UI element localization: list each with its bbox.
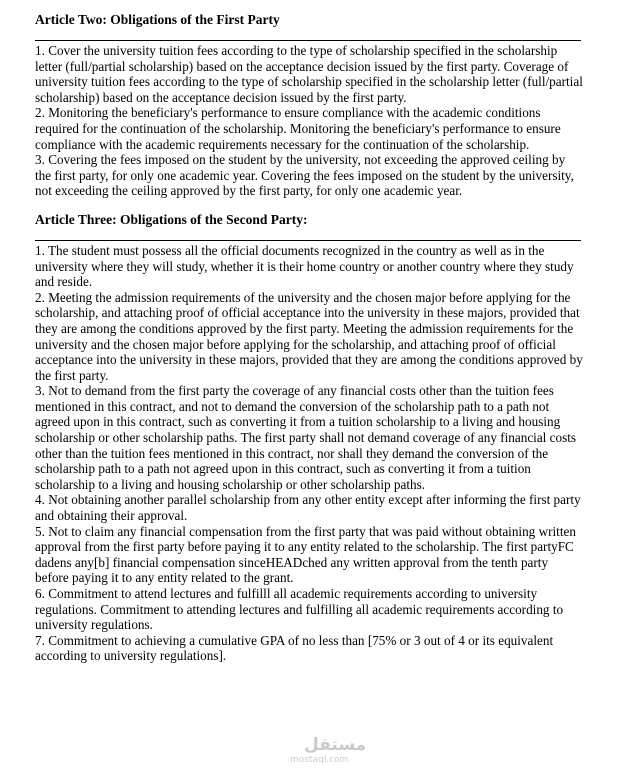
document-page — [35, 11, 583, 664]
article-two-item-1: 1. Cover the university tuition fees according to the type of scholarship specified in the scholarship letter (full/partial scholarship) based on the acceptance decision issued by the first party. Coverage of university tuition fees according to the type of scholarship specified in the scholarship letter (full/partial scholarship) based on the acceptance decision issued by the first party. — [35, 43, 583, 105]
article-three-item-3: 3. Not to demand from the first party the coverage of any financial costs other than the tuition fees mentioned in this contract, and not to demand the conversion of the scholarship path to a path not agreed upon in this contract, such as converting it from a tuition scholarship to a living and housing scholarship or other scholarship paths. The first party shall not demand coverage of any financial costs other than the tuition fees mentioned in this contract, nor shall they demand the conversion of the scholarship path to a path not agreed upon in this contract, such as converting it from a tuition scholarship to a living and housing scholarship or other scholarship paths. — [35, 383, 577, 492]
article-three-item-7: 7. Commitment to achieving a cumulative GPA of no less than [75% or 3 out of 4 or its equivalent according to university regulations]. — [35, 632, 554, 664]
horizontal-rule — [35, 240, 581, 241]
horizontal-rule — [35, 40, 581, 41]
article-three-item-2: 2. Meeting the admission requirements of the university and the chosen major before applying for the scholarship, and attaching proof of official acceptance into the university in these majors, provided that they are among the conditions approved by the first party. Meeting the admission requirements for the university and the chosen major before applying for the scholarship, and attaching proof of official acceptance into the university in these majors, provided that they are among the conditions approved by the first party. — [35, 289, 583, 383]
article-two-heading: Article Two: Obligations of the First Party — [35, 12, 280, 27]
watermark-brand: مستقل — [304, 735, 367, 755]
mostaql-watermark-logo — [268, 735, 368, 769]
article-three-heading: Article Three: Obligations of the Second Party: — [35, 211, 308, 227]
article-three-item-4: 4. Not obtaining another parallel scholarship from any other entity except after informing the first party and obtaining their approval. — [35, 492, 581, 524]
article-three-item-1: 1. The student must possess all the official documents recognized in the country as well as in the university where they will study, whether it is their home country or another country where they study and reside. — [35, 242, 574, 290]
watermark-site: mostaql.com — [290, 755, 349, 765]
article-three-item-6: 6. Commitment to attend lectures and fulfilll all academic requirements according to university regulations. Commitment to attending lectures and fulfilling all academic requirements according to university regulations. — [35, 586, 564, 633]
article-three-item-5: 5. Not to claim any financial compensation from the first party that was paid without obtaining written approval from the first party before paying it to any entity related to the scholarship. The first partyFC dadens any[b] financial compensation sinceHEADched any written approval from the tenth party before paying it to any entity related to the grant. — [35, 523, 576, 586]
article-two-item-2: 2. Monitoring the beneficiary's performance to ensure compliance with the academic conditions required for the continuation of the scholarship. Monitoring the beneficiary's performance to ensure compliance with the academic requirements necessary for the continuation of the scholarship. — [35, 105, 561, 152]
section-spacer — [35, 199, 583, 211]
article-two-item-3: 3. Covering the fees imposed on the student by the university, not exceeding the approved ceiling by the first party, for only one academic year. Covering the fees imposed on the student by the university, not exceeding the ceiling approved by the first party, for only one academic year. — [35, 152, 574, 199]
